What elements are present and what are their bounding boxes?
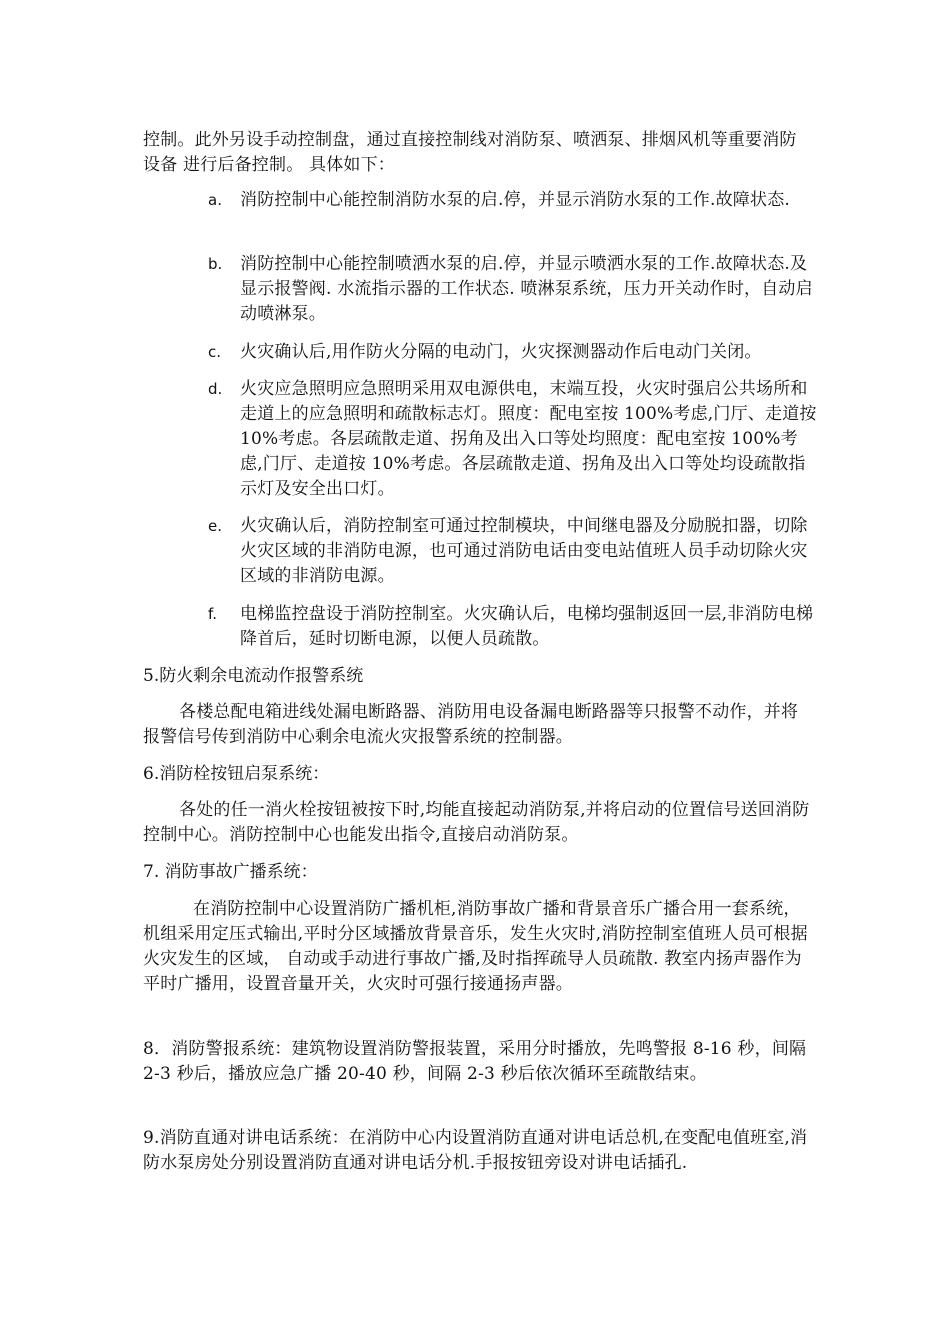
list-item-text: 火灾确认后，消防控制室可通过控制模块，中间继电器及分励脱扣器，切除火灾区域的非消防电源，也可通过消防电话由变电站值班人员手动切除火灾区域的非消防电源。 xyxy=(240,516,808,586)
section-9-paragraph: 9.消防直通对讲电话系统：在消防中心内设置消防直通对讲电话总机,在变配电值班室,消防水泵房处分别设置消防直通对讲电话分机.手报按钮旁设对讲电话插孔. xyxy=(143,1128,808,1173)
intro-paragraph: 控制。此外另设手动控制盘，通过直接控制线对消防泵、喷洒泵、排烟风机等重要消防设备 进行后备控制。 具体如下： xyxy=(143,130,797,175)
list-marker: f. xyxy=(208,605,217,623)
section-7-heading: 7. 消防事故广播系统： xyxy=(143,862,318,882)
list-item-f xyxy=(208,602,818,652)
section-5-heading: 5.防火剩余电流动作报警系统 xyxy=(143,666,364,686)
list-item-b xyxy=(208,252,818,327)
section-7-body: 在消防控制中心设置消防广播机柜,消防事故广播和背景音乐广播合用一套系统，机组采用定压式输出,平时分区域播放背景音乐，发生火灾时,消防控制室值班人员可根据火灾发生的区域， 自动或手动进行事故广播,及时指挥疏导人员疏散. 教室内扬声器作为平时广播用，设置音量开关，火灾时可强行接通扬声器。 xyxy=(143,899,808,994)
list-marker: a. xyxy=(208,191,222,209)
list-item-text: 消防控制中心能控制喷洒水泵的启.停，并显示喷洒水泵的工作.故障状态.及显示报警阀. 水流指示器的工作状态. 喷淋泵系统，压力开关动作时，自动启动喷淋泵。 xyxy=(240,254,813,324)
section-8-paragraph: 8．消防警报系统：建筑物设置消防警报装置，采用分时播放，先鸣警报 8-16 秒，间隔 2-3 秒后，播放应急广播 20-40 秒，间隔 2-3 秒后依次循环至疏散结束。 xyxy=(143,1039,807,1084)
list-item-e xyxy=(208,514,818,589)
list-item-d xyxy=(208,377,818,502)
section-6-body: 各处的任一消火栓按钮被按下时,均能直接起动消防泵,并将启动的位置信号送回消防控制中心。消防控制中心也能发出指令,直接启动消防泵。 xyxy=(143,800,810,845)
list-item-text: 消防控制中心能控制消防水泵的启.停，并显示消防水泵的工作.故障状态. xyxy=(240,190,791,210)
section-5-body: 各楼总配电箱进线处漏电断路器、消防用电设备漏电断路器等只报警不动作，并将报警信号传到消防中心剩余电流火灾报警系统的控制器。 xyxy=(143,702,799,747)
list-item-a xyxy=(208,188,818,213)
list-marker: e. xyxy=(208,517,222,535)
list-marker: d. xyxy=(208,380,223,398)
list-marker: c. xyxy=(208,343,222,361)
list-item-c xyxy=(208,340,818,365)
list-item-text: 电梯监控盘设于消防控制室。火灾确认后，电梯均强制返回一层,非消防电梯降首后，延时切断电源，以便人员疏散。 xyxy=(240,604,814,649)
list-marker: b. xyxy=(208,255,223,273)
list-item-text: 火灾确认后,用作防火分隔的电动门，火灾探测器动作后电动门关闭。 xyxy=(240,342,762,362)
list-item-text: 火灾应急照明应急照明采用双电源供电，末端互投，火灾时强启公共场所和走道上的应急照明和疏散标志灯。照度：配电室按 100%考虑,门厅、走道按 10%考虑。各层疏散走道、拐角及出入口等处均照度：配电室按 100%考虑,门厅、走道按 10%考虑。各层疏散走道、拐角及出入口等处均设疏散指示灯及安全出口灯。 xyxy=(240,379,817,499)
section-6-heading: 6.消防栓按钮启泵系统： xyxy=(143,764,330,784)
